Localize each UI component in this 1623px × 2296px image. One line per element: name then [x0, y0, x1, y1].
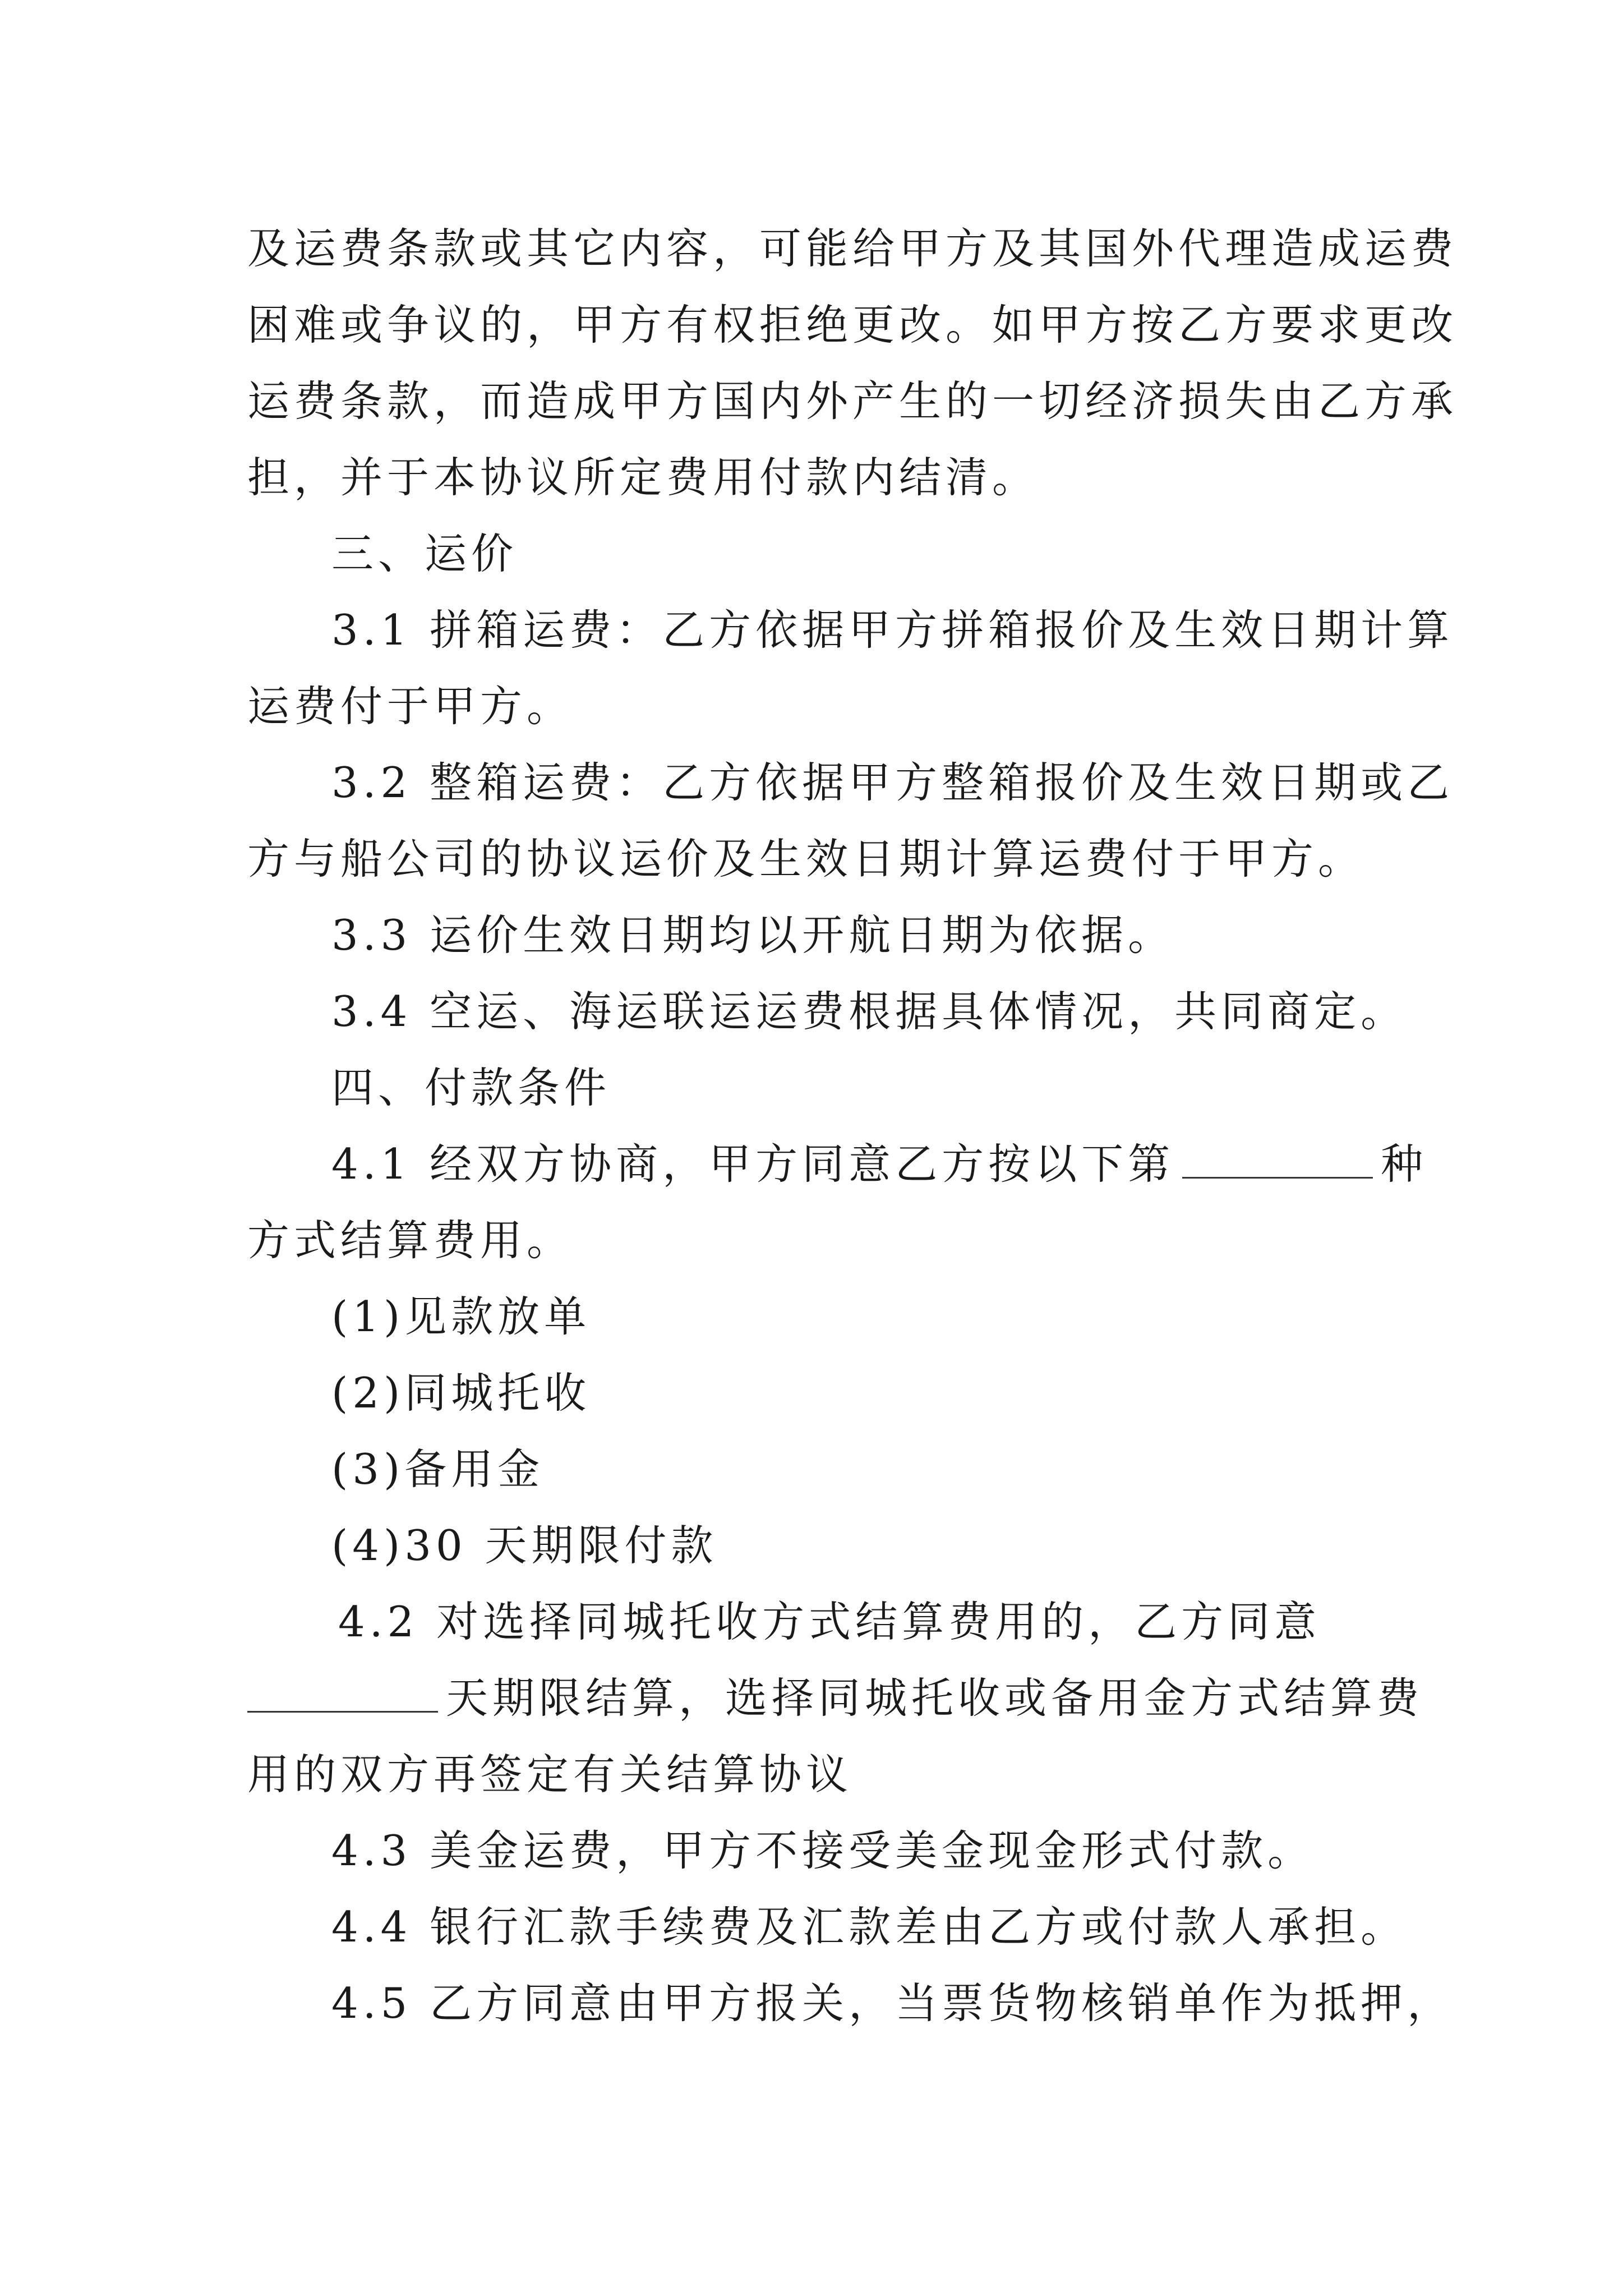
clause-4-3: 4.3 美金运费，甲方不接受美金现金形式付款。 [331, 1826, 1315, 1875]
payment-option-1: (1)见款放单 [331, 1292, 591, 1341]
clause-3-4: 3.4 空运、海运联运运费根据具体情况，共同商定。 [331, 987, 1408, 1036]
clause-3-2-line: 方与船公司的协议运价及生效日期计算运费付于甲方。 [247, 834, 1365, 884]
payment-option-2: (2)同城托收 [331, 1368, 591, 1418]
fill-in-blank-payment-option [1182, 1139, 1373, 1179]
section-heading-payment-terms: 四、付款条件 [331, 1063, 611, 1112]
clause-4-2-line [247, 1660, 1424, 1736]
clause-4-5: 4.5 乙方同意由甲方报关，当票货物核销单作为抵押， [331, 1978, 1454, 2028]
payment-option-3: (3)备用金 [331, 1444, 545, 1494]
clause-4-1-line [247, 1126, 1428, 1202]
paragraph-line: 困难或争议的，甲方有权拒绝更改。如甲方按乙方要求更改 [247, 300, 1458, 349]
payment-option-4: (4)30 天期限付款 [331, 1521, 718, 1570]
clause-4-2-line: 用的双方再签定有关结算协议 [247, 1750, 853, 1799]
clause-3-3: 3.3 运价生效日期均以开航日期为依据。 [331, 910, 1175, 960]
clause-3-1-line: 3.1 拼箱运费：乙方依据甲方拼箱报价及生效日期计算 [331, 605, 1454, 655]
paragraph-line: 担，并于本协议所定费用付款内结清。 [247, 453, 1039, 502]
section-heading-freight-rates: 三、运价 [331, 529, 518, 578]
clause-4-2-line: 4.2 对选择同城托收方式结算费用的，乙方同意 [338, 1597, 1321, 1646]
contract-body [247, 210, 1458, 2041]
paragraph-line: 及运费条款或其它内容，可能给甲方及其国外代理造成运费 [247, 224, 1458, 273]
clause-3-1-line: 运费付于甲方。 [247, 682, 574, 731]
clause-4-1-text-end: 种 [1381, 1139, 1428, 1189]
clause-4-1-line: 方式结算费用。 [247, 1216, 574, 1265]
fill-in-blank-days [247, 1673, 438, 1713]
clause-4-4: 4.4 银行汇款手续费及汇款差由乙方或付款人承担。 [331, 1902, 1408, 1952]
clause-4-1-text: 4.1 经双方协商，甲方同意乙方按以下第 [331, 1139, 1175, 1189]
paragraph-line: 运费条款，而造成甲方国内外产生的一切经济损失由乙方承 [247, 376, 1458, 426]
clause-3-2-line: 3.2 整箱运费：乙方依据甲方整箱报价及生效日期或乙 [331, 758, 1454, 807]
clause-4-2-text: 天期限结算，选择同城托收或备用金方式结算费 [446, 1673, 1424, 1723]
